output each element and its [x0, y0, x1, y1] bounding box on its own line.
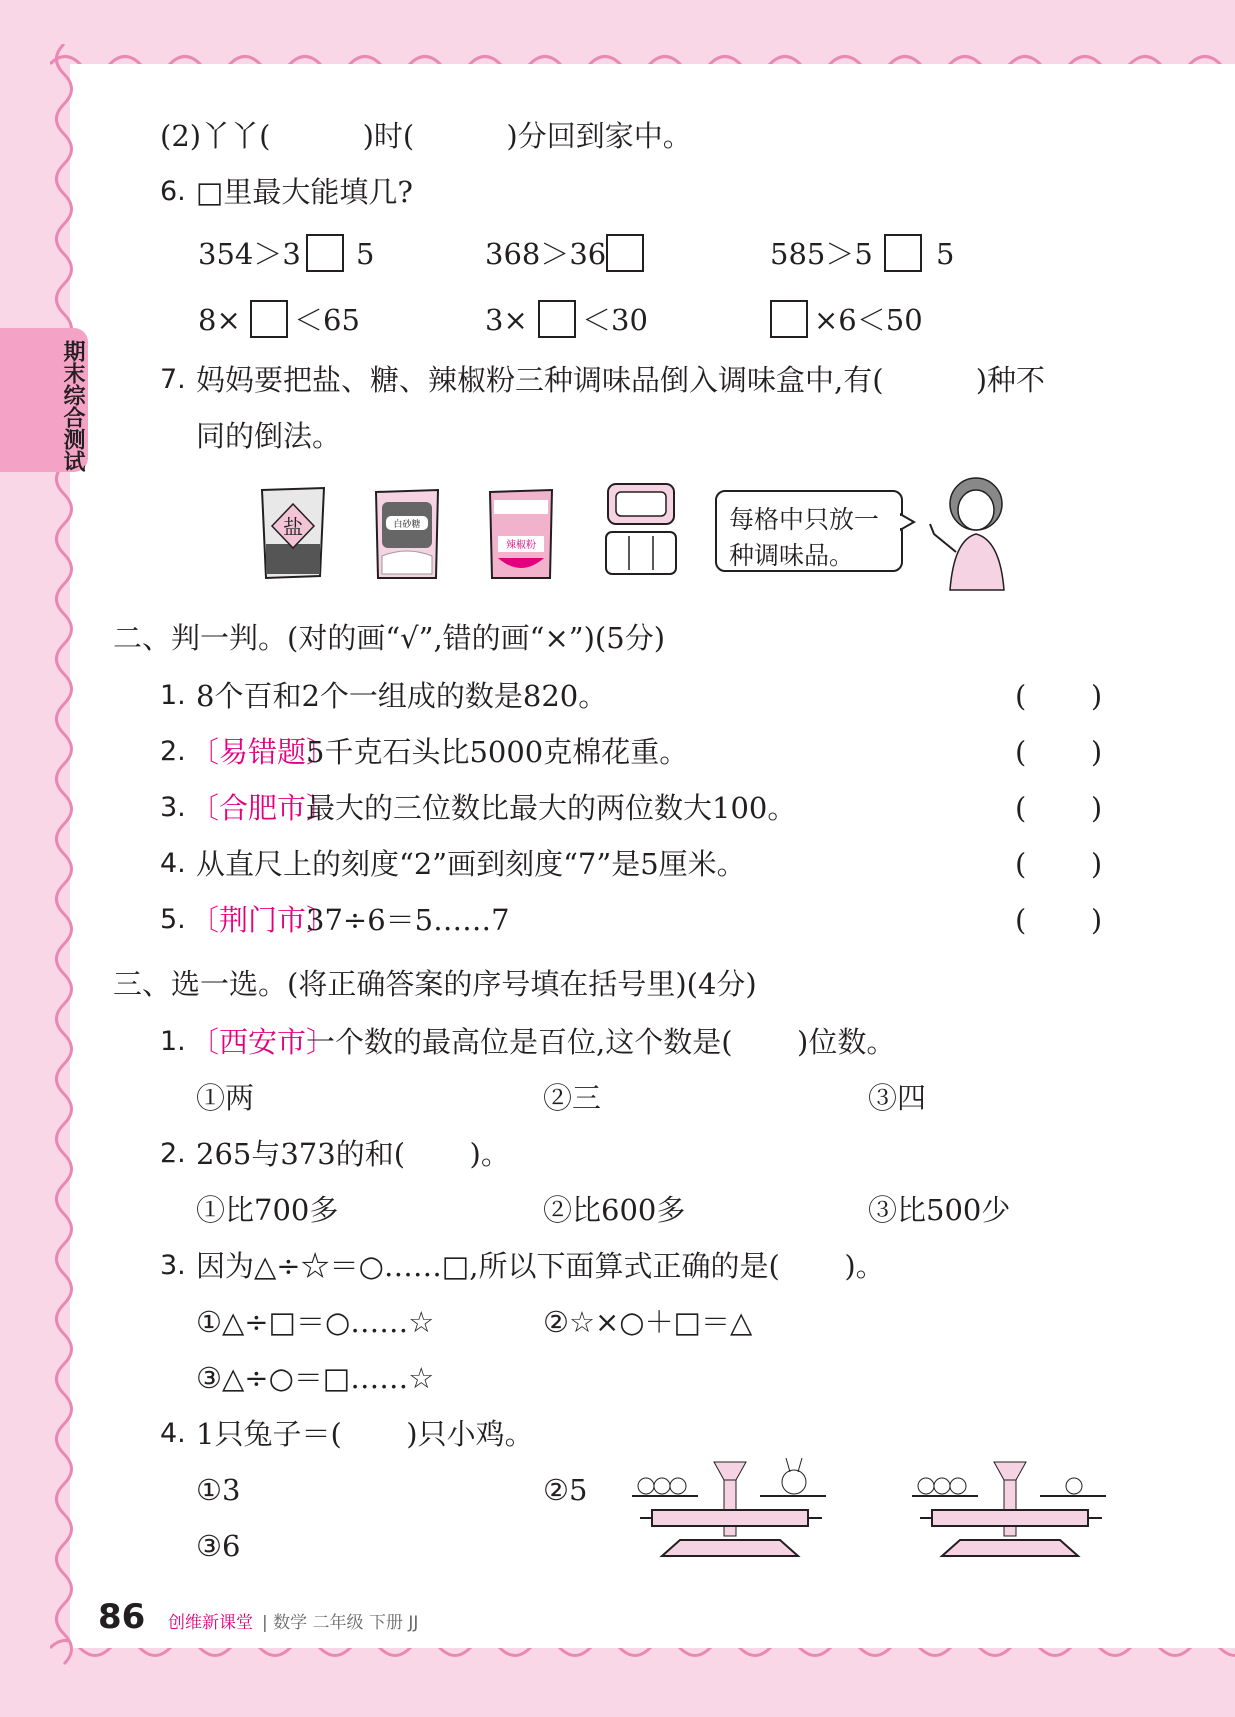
s2-item2-number: 2. — [160, 736, 186, 767]
s2-item3-tag: 〔合肥市〕 — [190, 791, 336, 825]
s3-q2-option3[interactable]: ③比500少 — [868, 1193, 1011, 1227]
s3-q2-option1[interactable]: ①比700多 — [196, 1193, 339, 1227]
s3-q1-text: 一个数的最高位是百位,这个数是( )位数。 — [306, 1025, 896, 1059]
s2-item3-number: 3. — [160, 792, 186, 823]
answer-paren[interactable]: ( ) — [1015, 791, 1103, 825]
balance-scale-icon — [630, 1456, 830, 1560]
s3-q2-text: 265与373的和( )。 — [196, 1137, 510, 1171]
s3-q4-number: 4. — [160, 1418, 186, 1449]
answer-box[interactable] — [606, 234, 644, 272]
s3-q1-option2[interactable]: ②三 — [543, 1081, 602, 1115]
mother-character-icon — [924, 474, 1014, 592]
balance-scale-icon — [910, 1456, 1110, 1560]
s3-q3-option3[interactable]: ③△÷○＝□……☆ — [196, 1361, 435, 1395]
bubble-line2: 种调味品。 — [729, 541, 855, 570]
answer-box[interactable] — [306, 234, 344, 272]
q6-expr-3-left: 585＞5 — [770, 237, 873, 271]
side-tab-label: 期末综合测试 — [60, 340, 85, 472]
answer-paren[interactable]: ( ) — [1015, 679, 1103, 713]
s3-q1-option1[interactable]: ①两 — [196, 1081, 255, 1115]
section2-title: 二、判一判。(对的画“√”,错的画“×”)(5分) — [113, 621, 666, 655]
s2-item4-number: 4. — [160, 848, 186, 879]
seasoning-box-icon — [602, 480, 680, 580]
footer-book-info: | 数学 二年级 下册 JJ — [262, 1613, 419, 1633]
section3-title: 三、选一选。(将正确答案的序号填在括号里)(4分) — [113, 967, 757, 1001]
s3-q4-text: 1只兔子＝( )只小鸡。 — [196, 1417, 534, 1451]
answer-box[interactable] — [538, 300, 576, 338]
q7-line1: 妈妈要把盐、糖、辣椒粉三种调味品倒入调味盒中,有( )种不 — [196, 363, 1046, 397]
answer-paren[interactable]: ( ) — [1015, 847, 1103, 881]
s2-item5-text: 37÷6＝5……7 — [306, 903, 510, 937]
s2-item2-tag: 〔易错题〕 — [190, 735, 336, 769]
s3-q1-option3[interactable]: ③四 — [868, 1081, 927, 1115]
q6-expr-3-right: 5 — [936, 237, 955, 271]
s3-q1-number: 1. — [160, 1026, 186, 1057]
s3-q2-number: 2. — [160, 1138, 186, 1169]
q6-expr-4-right: ＜65 — [294, 303, 360, 337]
sugar-bag-icon — [370, 486, 444, 582]
q6-expr-1-right: 5 — [356, 237, 375, 271]
bubble-pointer — [900, 512, 916, 532]
wavy-border-left — [44, 44, 84, 1668]
s3-q3-text: 因为△÷☆＝○……□,所以下面算式正确的是( )。 — [196, 1249, 885, 1283]
q7-line2: 同的倒法。 — [196, 419, 342, 453]
s3-q3-number: 3. — [160, 1250, 186, 1281]
q6-expr-5-left: 3× — [485, 303, 528, 337]
s3-q1-tag: 〔西安市〕 — [190, 1025, 336, 1059]
s2-item4-text: 从直尺上的刻度“2”画到刻度“7”是5厘米。 — [196, 847, 746, 881]
sugar-label: 白砂糖 — [393, 520, 421, 530]
s3-q3-option2[interactable]: ②☆×○＋□＝△ — [543, 1305, 753, 1339]
section-side-tab — [0, 328, 88, 472]
q6-expr-1-left: 354＞3 — [198, 237, 301, 271]
s2-item5-tag: 〔荆门市〕 — [190, 903, 336, 937]
answer-box[interactable] — [250, 300, 288, 338]
answer-box[interactable] — [770, 300, 808, 338]
q6-expr-6-right: ×6＜50 — [814, 303, 923, 337]
q6-expr-2-left: 368＞36 — [485, 237, 607, 271]
s2-item3-text: 最大的三位数比最大的两位数大100。 — [306, 791, 797, 825]
chili-label: 辣椒粉 — [506, 540, 536, 551]
s2-item5-number: 5. — [160, 904, 186, 935]
s3-q4-option2[interactable]: ②5 — [543, 1473, 588, 1507]
s2-item2-text: 5千克石头比5000克棉花重。 — [306, 735, 689, 769]
salt-bag-icon — [256, 484, 330, 582]
s2-item1-text: 8个百和2个一组成的数是820。 — [196, 679, 608, 713]
salt-label: 盐 — [283, 515, 303, 539]
chili-bag-icon — [484, 486, 558, 582]
q7-number: 7. — [160, 364, 186, 395]
footer-brand: 创维新课堂 — [168, 1613, 253, 1633]
page-number: 86 — [98, 1597, 146, 1637]
answer-paren[interactable]: ( ) — [1015, 735, 1103, 769]
q6-expr-4-left: 8× — [198, 303, 241, 337]
speech-bubble — [715, 490, 903, 572]
q5-part2: (2)丫丫( )时( )分回到家中。 — [160, 119, 692, 153]
q6-expr-5-right: ＜30 — [582, 303, 648, 337]
q6-title: □里最大能填几? — [196, 175, 413, 209]
s2-item1-number: 1. — [160, 680, 186, 711]
s3-q3-option1[interactable]: ①△÷□＝○……☆ — [196, 1305, 435, 1339]
bubble-line1: 每格中只放一 — [729, 505, 880, 534]
answer-box[interactable] — [884, 234, 922, 272]
s3-q2-option2[interactable]: ②比600多 — [543, 1193, 686, 1227]
s3-q4-option3[interactable]: ③6 — [196, 1529, 241, 1563]
q6-number: 6. — [160, 176, 186, 207]
answer-paren[interactable]: ( ) — [1015, 903, 1103, 937]
s3-q4-option1[interactable]: ①3 — [196, 1473, 241, 1507]
